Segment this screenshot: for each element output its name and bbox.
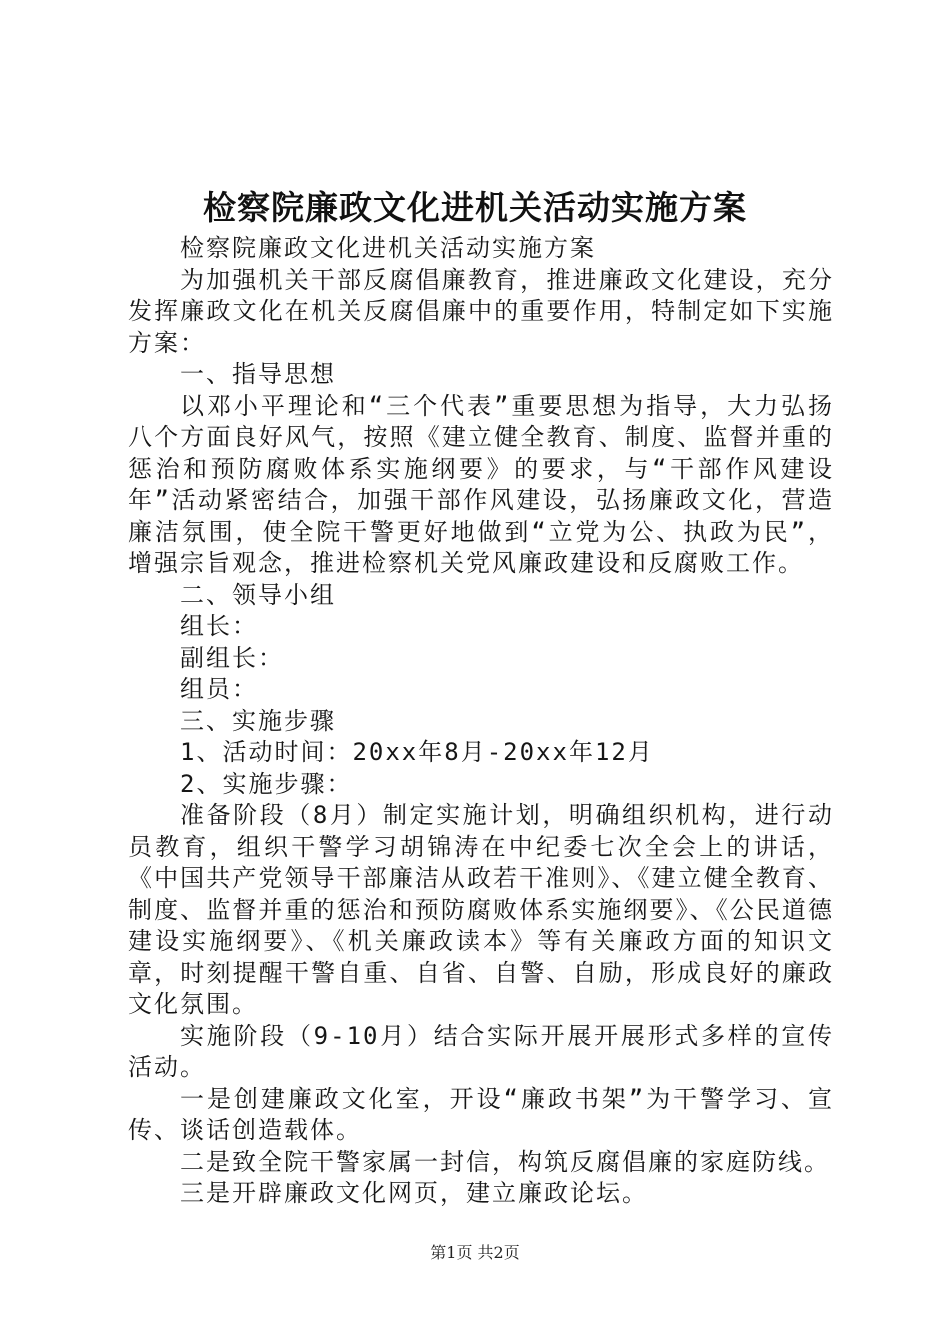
section-heading-implementation-steps: 三、实施步骤	[180, 706, 336, 735]
page-footer: 第1页 共2页	[430, 1243, 520, 1262]
leader-line: 组长：	[180, 612, 258, 640]
deputy-leader-line: 副组长：	[180, 643, 284, 672]
document-body	[128, 233, 834, 1210]
paragraph-guiding-thought: 以邓小平理论和“三个代表”重要思想为指导，大力弘扬八个方面良好风气，按照《建立健全教育、制度、监督并重的惩治和预防腐败体系实施纲要》的要求，与“干部作风建设年”活动紧密结合，加强干部作风建设，弘扬廉政文化，营造廉洁氛围，使全院干警更好地做到“立党为公、执政为民”，增强宗旨观念，推进检察机关党风廉政建设和反腐败工作。	[128, 391, 834, 577]
activity-time-line: 1、活动时间：20xx年8月-20xx年12月	[180, 738, 654, 766]
paragraph-item-two: 二是致全院干警家属一封信，构筑反腐倡廉的家庭防线。	[180, 1147, 830, 1176]
document-title: 检察院廉政文化进机关活动实施方案	[203, 188, 747, 227]
paragraph-preparation-stage: 准备阶段（8月）制定实施计划，明确组织机构，进行动员教育，组织干警学习胡锦涛在中纪委七次全会上的讲话，《中国共产党领导干部廉洁从政若干准则》、《建立健全教育、制度、监督并重的惩治和预防腐败体系实施纲要》、《公民道德建设实施纲要》、《机关廉政读本》等有关廉政方面的知识文章，时刻提醒干警自重、自省、自警、自励，形成良好的廉政文化氛围。	[128, 801, 834, 1018]
section-heading-leadership-group: 二、领导小组	[180, 580, 336, 609]
paragraph-implementation-stage: 实施阶段（9-10月）结合实际开展开展形式多样的宣传活动。	[128, 1021, 834, 1081]
paragraph-subtitle: 检察院廉政文化进机关活动实施方案	[180, 234, 596, 262]
paragraph-item-one: 一是创建廉政文化室，开设“廉政书架”为干警学习、宣传、谈话创造载体。	[128, 1084, 834, 1144]
members-line: 组员：	[180, 675, 258, 703]
paragraph-item-three: 三是开辟廉政文化网页，建立廉政论坛。	[180, 1179, 648, 1207]
implementation-steps-line: 2、实施步骤：	[180, 769, 353, 798]
paragraph-intro: 为加强机关干部反腐倡廉教育，推进廉政文化建设，充分发挥廉政文化在机关反腐倡廉中的重要作用，特制定如下实施方案：	[128, 265, 834, 357]
section-heading-guiding-thought: 一、指导思想	[180, 360, 336, 388]
